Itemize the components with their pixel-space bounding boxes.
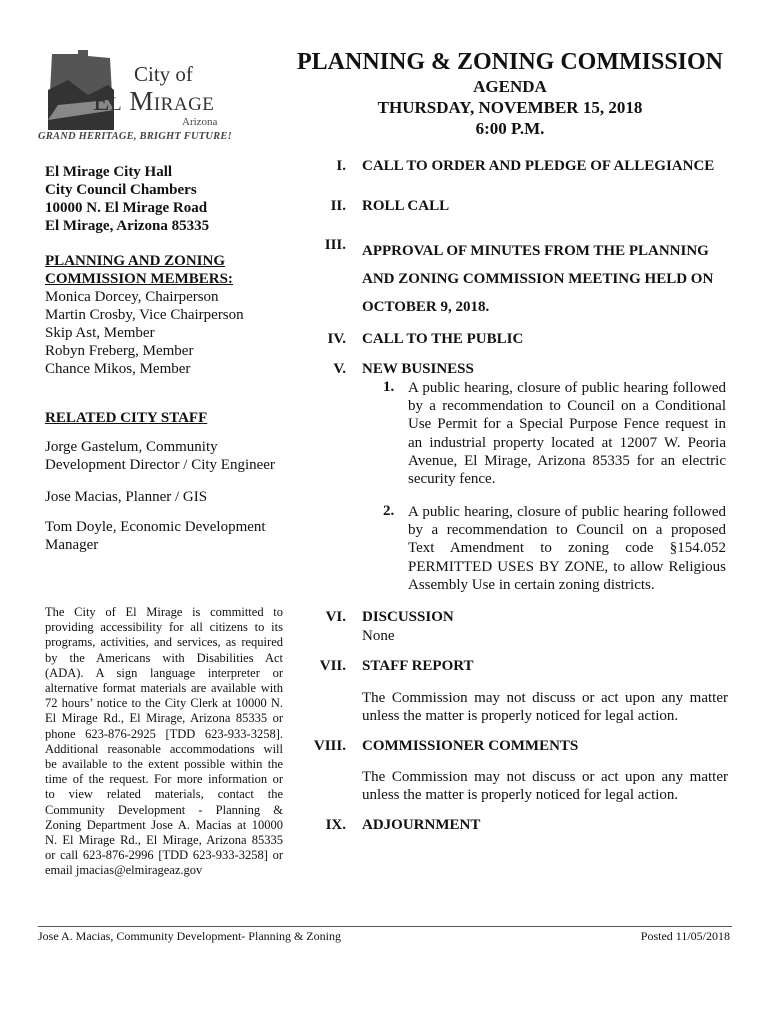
location-line: 10000 N. El Mirage Road — [45, 200, 208, 216]
sub-item-number: 1. — [383, 379, 395, 395]
sub-item-line: A public hearing, closure of public hearing followed — [408, 504, 726, 520]
agenda-number: I. — [336, 158, 346, 174]
commission-members — [45, 252, 290, 378]
ada-line: phone 623-876-2925 [TDD 623-933-3258]. — [45, 726, 283, 741]
ada-line: by the Americans with Disabilities Act — [45, 650, 283, 665]
sub-item-line: PERMITTED USES BY ZONE, to allow Religious — [408, 558, 726, 575]
ada-line: be available to the extent possible within the — [45, 757, 283, 772]
sub-item-line: by a recommendation to Council on a Conditional — [408, 398, 726, 415]
page-title: PLANNING & ZONING COMMISSION — [296, 49, 724, 75]
ada-line: providing accessibility for all citizens to its — [45, 620, 283, 635]
sub-item-line: A public hearing, closure of public hearing followed — [408, 380, 726, 396]
location-line: El Mirage City Hall — [45, 164, 173, 180]
logo-tagline: GRAND HERITAGE, BRIGHT FUTURE! — [38, 131, 232, 142]
agenda-number: VIII. — [313, 738, 346, 754]
agenda-title: COMMISSIONER COMMENTS — [362, 738, 579, 754]
staff-line: Manager — [45, 537, 99, 553]
ada-notice — [45, 605, 283, 879]
agenda-number: II. — [330, 198, 346, 214]
staff-member — [45, 438, 290, 474]
footer-divider — [38, 926, 732, 927]
ada-line: The City of El Mirage is committed to — [45, 605, 283, 619]
members-heading: PLANNING AND ZONING — [45, 253, 226, 269]
sub-item-line: security fence. — [408, 471, 496, 488]
ada-line: time of the request. For more information or — [45, 772, 283, 787]
sub-item-line: an industrial property located at 12007 W. Peoria — [408, 434, 726, 451]
ada-line: 72 hours’ notice to the City Clerk at 10000 N. — [45, 696, 283, 711]
agenda-number: V. — [333, 361, 346, 377]
body-line: The Commission may not discuss or act upon any matter — [362, 769, 728, 785]
agenda-title: CALL TO THE PUBLIC — [362, 331, 524, 347]
agenda-title: NEW BUSINESS — [362, 361, 474, 377]
sub-item-line: Text Amendment to zoning code §154.052 — [408, 540, 726, 557]
ada-line: Community Development - Planning & — [45, 802, 283, 817]
logo-city-name: El Mirage — [93, 86, 215, 116]
ada-line: Zoning Department Jose A. Macias at 10000 — [45, 817, 283, 832]
ada-line: alternative format materials are available with — [45, 681, 283, 696]
commissioner-comments-body — [362, 768, 728, 805]
member-item: Monica Dorcey, Chairperson — [45, 289, 219, 305]
members-heading: COMMISSION MEMBERS: — [45, 271, 233, 287]
agenda-number: VII. — [319, 658, 346, 674]
ada-line: programs, activities, and services, as required — [45, 635, 283, 650]
agenda-label: AGENDA — [473, 77, 547, 96]
ada-line: or call 623-876-2996 [TDD 623-933-3258] or — [45, 848, 283, 863]
logo-city-of: City of — [134, 62, 193, 86]
agenda-title-line: AND ZONING COMMISSION MEETING HELD ON — [362, 271, 714, 287]
footer-author: Jose A. Macias, Community Development- Planning & Zoning — [38, 929, 341, 943]
staff-line: Tom Doyle, Economic Development — [45, 519, 266, 535]
new-business-item-1 — [408, 379, 726, 488]
staff-line: Development Director / City Engineer — [45, 457, 275, 473]
agenda-title: DISCUSSION — [362, 609, 454, 625]
sub-item-line: Avenue, El Mirage, Arizona 85335 for an electric — [408, 452, 726, 469]
agenda-number: IX. — [325, 817, 346, 833]
agenda-title — [362, 237, 728, 321]
staff-member — [45, 488, 290, 506]
agenda-number: III. — [324, 237, 346, 253]
city-logo — [38, 42, 248, 150]
new-business-item-2 — [408, 503, 726, 594]
body-line: unless the matter is properly noticed for legal action. — [362, 787, 679, 804]
member-item: Chance Mikos, Member — [45, 361, 191, 377]
staff-line: Jorge Gastelum, Community — [45, 439, 218, 455]
sub-item-line: Assembly Use in certain zoning districts. — [408, 576, 655, 593]
agenda-title: STAFF REPORT — [362, 658, 474, 674]
meeting-time: 6:00 P.M. — [475, 119, 545, 138]
agenda-title: ROLL CALL — [362, 198, 450, 214]
ada-line: to view related materials, contact the — [45, 787, 283, 802]
agenda-header — [290, 48, 730, 139]
footer-posted-date: Posted 11/05/2018 — [640, 929, 730, 943]
discussion-body: None — [362, 628, 395, 644]
agenda-number: IV. — [327, 331, 346, 347]
agenda-number: VI. — [325, 609, 346, 625]
agenda-title-line: OCTOBER 9, 2018. — [362, 299, 490, 315]
agenda-title: ADJOURNMENT — [362, 817, 481, 833]
member-item: Martin Crosby, Vice Chairperson — [45, 307, 244, 323]
sub-item-line: Use Permit for a Special Purpose Fence request in — [408, 416, 726, 433]
sub-item-number: 2. — [383, 503, 395, 519]
ada-line: El Mirage Rd., El Mirage, Arizona 85335 or — [45, 711, 283, 726]
body-line: The Commission may not discuss or act upon any matter — [362, 690, 728, 706]
ada-line: Additional reasonable accommodations will — [45, 741, 283, 756]
staff-heading: RELATED CITY STAFF — [45, 410, 208, 426]
location-line: City Council Chambers — [45, 182, 197, 198]
ada-line: (ADA). A sign language interpreter or — [45, 665, 283, 680]
staff-member — [45, 518, 290, 554]
location-line: El Mirage, Arizona 85335 — [45, 218, 210, 234]
sub-item-line: by a recommendation to Council on a proposed — [408, 522, 726, 539]
agenda-title-line: APPROVAL OF MINUTES FROM THE PLANNING — [362, 243, 709, 259]
agenda-title: CALL TO ORDER AND PLEDGE OF ALLEGIANCE — [362, 158, 715, 174]
ada-line: N. El Mirage Rd., El Mirage, Arizona 85335 — [45, 833, 283, 848]
staff-line: Jose Macias, Planner / GIS — [45, 489, 208, 505]
meeting-date: THURSDAY, NOVEMBER 15, 2018 — [377, 98, 643, 117]
body-line: unless the matter is properly noticed for legal action. — [362, 708, 679, 725]
member-item: Robyn Freberg, Member — [45, 343, 194, 359]
logo-state: Arizona — [182, 116, 218, 128]
member-item: Skip Ast, Member — [45, 325, 155, 341]
ada-line: email jmacias@elmirageaz.gov — [45, 863, 203, 878]
meeting-location — [45, 163, 290, 235]
staff-report-body — [362, 689, 728, 726]
